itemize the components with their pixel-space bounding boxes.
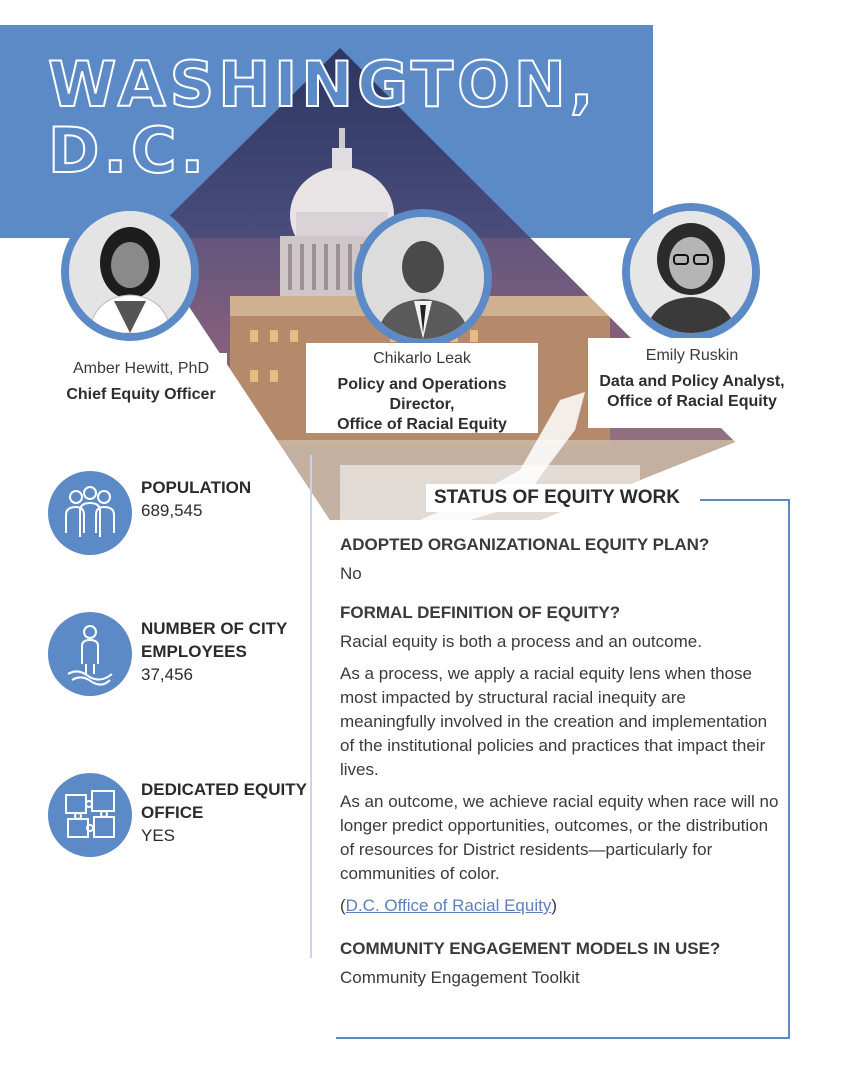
person-caption-amber xyxy=(55,353,227,409)
panel-divider-bottom xyxy=(336,1037,790,1039)
stat-label xyxy=(141,476,316,522)
avatar-amber-hewitt xyxy=(61,203,199,341)
stat-label-line-1: DEDICATED EQUITY xyxy=(141,780,307,799)
answer-engagement-models: Community Engagement Toolkit xyxy=(340,968,580,987)
person-name: Chikarlo Leak xyxy=(373,350,471,367)
source-close-paren: ) xyxy=(551,896,557,915)
stat-value: 689,545 xyxy=(141,501,203,520)
people-group-icon xyxy=(48,471,132,555)
person-caption-emily xyxy=(588,338,796,428)
source-open-paren: ( xyxy=(340,896,346,915)
stat-label-text: POPULATION xyxy=(141,478,252,497)
puzzle-icon xyxy=(48,773,132,857)
person-role-line-2: Office of Racial Equity xyxy=(607,393,777,410)
question-equity-definition: FORMAL DEFINITION OF EQUITY? xyxy=(340,603,621,622)
title-line-1: WASHINGTON, xyxy=(48,48,598,121)
question-engagement-models: COMMUNITY ENGAGEMENT MODELS IN USE? xyxy=(340,939,721,958)
status-section-title: STATUS OF EQUITY WORK xyxy=(426,484,688,512)
stat-label-line-2: EMPLOYEES xyxy=(141,642,247,661)
stat-value: 37,456 xyxy=(141,665,193,684)
person-icon xyxy=(48,612,132,696)
stat-label xyxy=(141,617,316,686)
panel-divider-right xyxy=(788,499,790,1038)
person-role-line-1: Policy and Operations Director, xyxy=(337,376,507,413)
stat-value: YES xyxy=(141,826,176,845)
stat-label-line-2: OFFICE xyxy=(141,803,204,822)
stat-label-line-1: NUMBER OF CITY xyxy=(141,619,288,638)
page-title xyxy=(48,48,598,187)
person-name: Emily Ruskin xyxy=(645,347,739,364)
person-role-line-1: Data and Policy Analyst, xyxy=(599,373,785,390)
person-name: Amber Hewitt, PhD xyxy=(72,360,210,377)
answer-definition-p3: As an outcome, we achieve racial equity when race will no longer predict opportunities, outcomes, or the distribution of resources for District residents—particularly for communities of color. xyxy=(340,792,779,883)
person-caption-chikarlo xyxy=(306,343,538,433)
title-line-2: D.C. xyxy=(48,114,209,187)
person-role-line-2: Office of Racial Equity xyxy=(337,416,507,433)
source-citation xyxy=(340,894,780,918)
stat-label xyxy=(141,778,316,847)
stat-population xyxy=(48,471,318,561)
answer-equity-plan: No xyxy=(340,564,362,583)
source-link[interactable]: D.C. Office of Racial Equity xyxy=(345,896,552,915)
question-equity-plan: ADOPTED ORGANIZATIONAL EQUITY PLAN? xyxy=(340,535,710,554)
panel-divider-top xyxy=(700,499,790,501)
stat-city-employees xyxy=(48,612,318,702)
panel-divider-left xyxy=(310,455,312,958)
person-photo-icon xyxy=(362,217,484,339)
avatar-emily-ruskin xyxy=(622,203,760,341)
person-photo-icon xyxy=(630,211,752,333)
person-photo-icon xyxy=(69,211,191,333)
avatar-chikarlo-leak xyxy=(354,209,492,347)
answer-definition-p2: As a process, we apply a racial equity lens when those most impacted by structural racial inequity are meaningfully involved in the creation and implementation of the institutional policies and practices that impact their lives. xyxy=(340,664,768,779)
answer-definition-p1: Racial equity is both a process and an outcome. xyxy=(340,632,702,651)
stat-equity-office xyxy=(48,773,318,863)
person-role: Chief Equity Officer xyxy=(66,386,216,403)
status-content xyxy=(340,532,780,990)
